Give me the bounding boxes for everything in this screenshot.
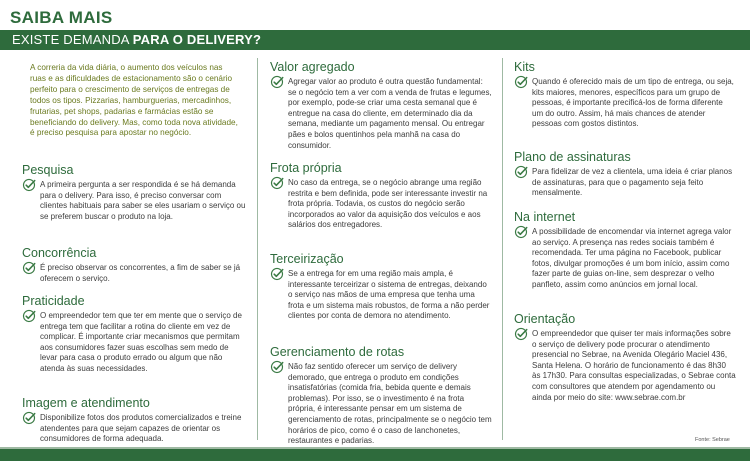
check-circle-icon — [270, 267, 284, 281]
column-divider — [257, 58, 258, 440]
section-title: Frota própria — [270, 161, 342, 175]
check-circle-icon — [22, 411, 36, 425]
section-title: Kits — [514, 60, 535, 74]
section-text: Para fidelizar de vez a clientela, uma ideia é criar planos de assinaturas, para que o pagamento seja feito mensalmente. — [532, 167, 733, 198]
section-gerenciamento-rotas — [270, 345, 492, 447]
check-circle-icon — [514, 165, 528, 179]
page-title: SAIBA MAIS — [10, 8, 113, 27]
check-circle-icon — [270, 360, 284, 374]
section-title: Pesquisa — [22, 163, 74, 177]
section-text: Não faz sentido oferecer um serviço de delivery demorado, que entrega o produto em condições insatisfatórias (comida fria, bebida quente e demais problemas). Por isso, se o investimento é na frota própria, é interessante pensar em um sistema de gerenciamento de rotas, principalmente se o negócio tem horários de pico, como é o caso de lanchonetes, restaurantes e padarias. — [288, 362, 492, 446]
section-title: Terceirização — [270, 252, 344, 266]
section-orientacao — [514, 312, 736, 403]
section-na-internet — [514, 210, 736, 291]
section-valor-agregado — [270, 60, 492, 151]
section-title: Valor agregado — [270, 60, 355, 74]
header-banner — [0, 30, 750, 50]
source-credit: Fonte: Sebrae — [695, 437, 730, 443]
section-text: Disponibilize fotos dos produtos comercializados e treine atendentes para que sejam capazes de orientar os consumidores de forma adequada. — [40, 413, 242, 444]
check-circle-icon — [22, 261, 36, 275]
section-title: Plano de assinaturas — [514, 150, 631, 164]
section-praticidade — [22, 294, 246, 375]
section-pesquisa — [22, 163, 246, 222]
section-title: Orientação — [514, 312, 576, 326]
section-text: No caso da entrega, se o negócio abrange uma região restrita e bem definida, pode ser interessante investir na frota própria. Todavia, os custos do negócio serão incorporados ao valor da aquisição dos veículos e aos salários dos entregadores. — [288, 178, 488, 230]
check-circle-icon — [22, 178, 36, 192]
intro-paragraph: A correria da vida diária, o aumento dos veículos nas ruas e as dificuldades de estacionamento são o cenário perfeito para o crescimento de serviços de entregas de todos os tipos. Pizzarias, hamburguerias, mercadinhos, frutarias, pet shops, padarias e farmácias estão se beneficiando do delivery. Mas, como toda nova atividade, é preciso pesquisa para apostar no negócio. — [30, 63, 238, 138]
section-concorrencia — [22, 246, 246, 284]
banner-subtitle-bold: PARA O DELIVERY? — [132, 32, 262, 47]
check-circle-icon — [270, 75, 284, 89]
section-text: A possibilidade de encomendar via internet agrega valor ao serviço. A presença nas redes sociais também é recomendada. Ter uma página no Facebook, publicar fotos, divulgar promoções é um bom início, assim como fazer parte de guias on-line, sem desprezar o velho panfleto, assim como anúncios em jornal local. — [532, 227, 732, 289]
check-circle-icon — [514, 75, 528, 89]
section-title: Concorrência — [22, 246, 97, 260]
check-circle-icon — [514, 225, 528, 239]
section-title: Imagem e atendimento — [22, 396, 150, 410]
check-circle-icon — [22, 309, 36, 323]
banner-subtitle-prefix: EXISTE DEMANDA — [12, 32, 133, 47]
section-kits — [514, 60, 736, 130]
section-text: Se a entrega for em uma região mais ampla, é interessante terceirizar o sistema de entregas, deixando o serviço nas mãos de uma empresa que tenha uma frota e um sistema mais robustos, de forma a não perder clientes por conta de demora no atendimento. — [288, 269, 490, 321]
section-frota-propria — [270, 161, 492, 231]
section-text: O empreendedor que quiser ter mais informações sobre o serviço de delivery pode procurar o atendimento presencial no Sebrae, na Avenida Olegário Maciel 436, Santa Helena. O horário de funcionamento é das 8h30 às 17h30. Para consultas especializadas, o Sebrae conta com consultores que atendem por agendamento ou ainda por meio do site: www.sebrae.com.br — [532, 329, 736, 402]
section-title: Na internet — [514, 210, 576, 224]
section-imagem-atendimento — [22, 396, 246, 445]
banner-subtitle — [12, 32, 261, 47]
section-text: O empreendedor tem que ter em mente que o serviço de entrega tem que facilitar a rotina do cliente em vez de complicar. É importante criar mecanismos que permitam aos consumidores fazer suas escolhas sem medo de levar para casa o produto errado ou algum que não atenda às suas necessidades. — [40, 311, 242, 373]
column-divider — [502, 58, 503, 440]
section-text: Agregar valor ao produto é outra questão fundamental: se o negócio tem a ver com a venda de frutas e legumes, por exemplo, pode-se criar uma cesta semanal que é entregue na casa do cliente, em determinado dia da semana, mediante um pagamento mensal. Ou entregar pães e bolos quentinhos pela manhã na casa do consumidor. — [288, 77, 492, 150]
section-plano-assinaturas — [514, 150, 736, 199]
check-circle-icon — [270, 176, 284, 190]
section-terceirizacao — [270, 252, 492, 322]
section-text: A primeira pergunta a ser respondida é se há demanda para o delivery. Para isso, é preciso conversar com clientes habituais para saber se eles usariam o serviço ou se preferem buscar o produto na loja. — [40, 180, 246, 221]
section-title: Praticidade — [22, 294, 85, 308]
footer-bar — [0, 449, 750, 461]
section-text: Quando é oferecido mais de um tipo de entrega, ou seja, kits maiores, menores, específicos para um grupo de pessoas, é importante precificá-los de forma diferente um do outro. Assim, há mais chances de atender pessoas com gostos distintos. — [532, 77, 734, 129]
check-circle-icon — [514, 327, 528, 341]
section-title: Gerenciamento de rotas — [270, 345, 405, 359]
section-text: É preciso observar os concorrentes, a fim de saber se já oferecem o serviço. — [40, 263, 241, 283]
